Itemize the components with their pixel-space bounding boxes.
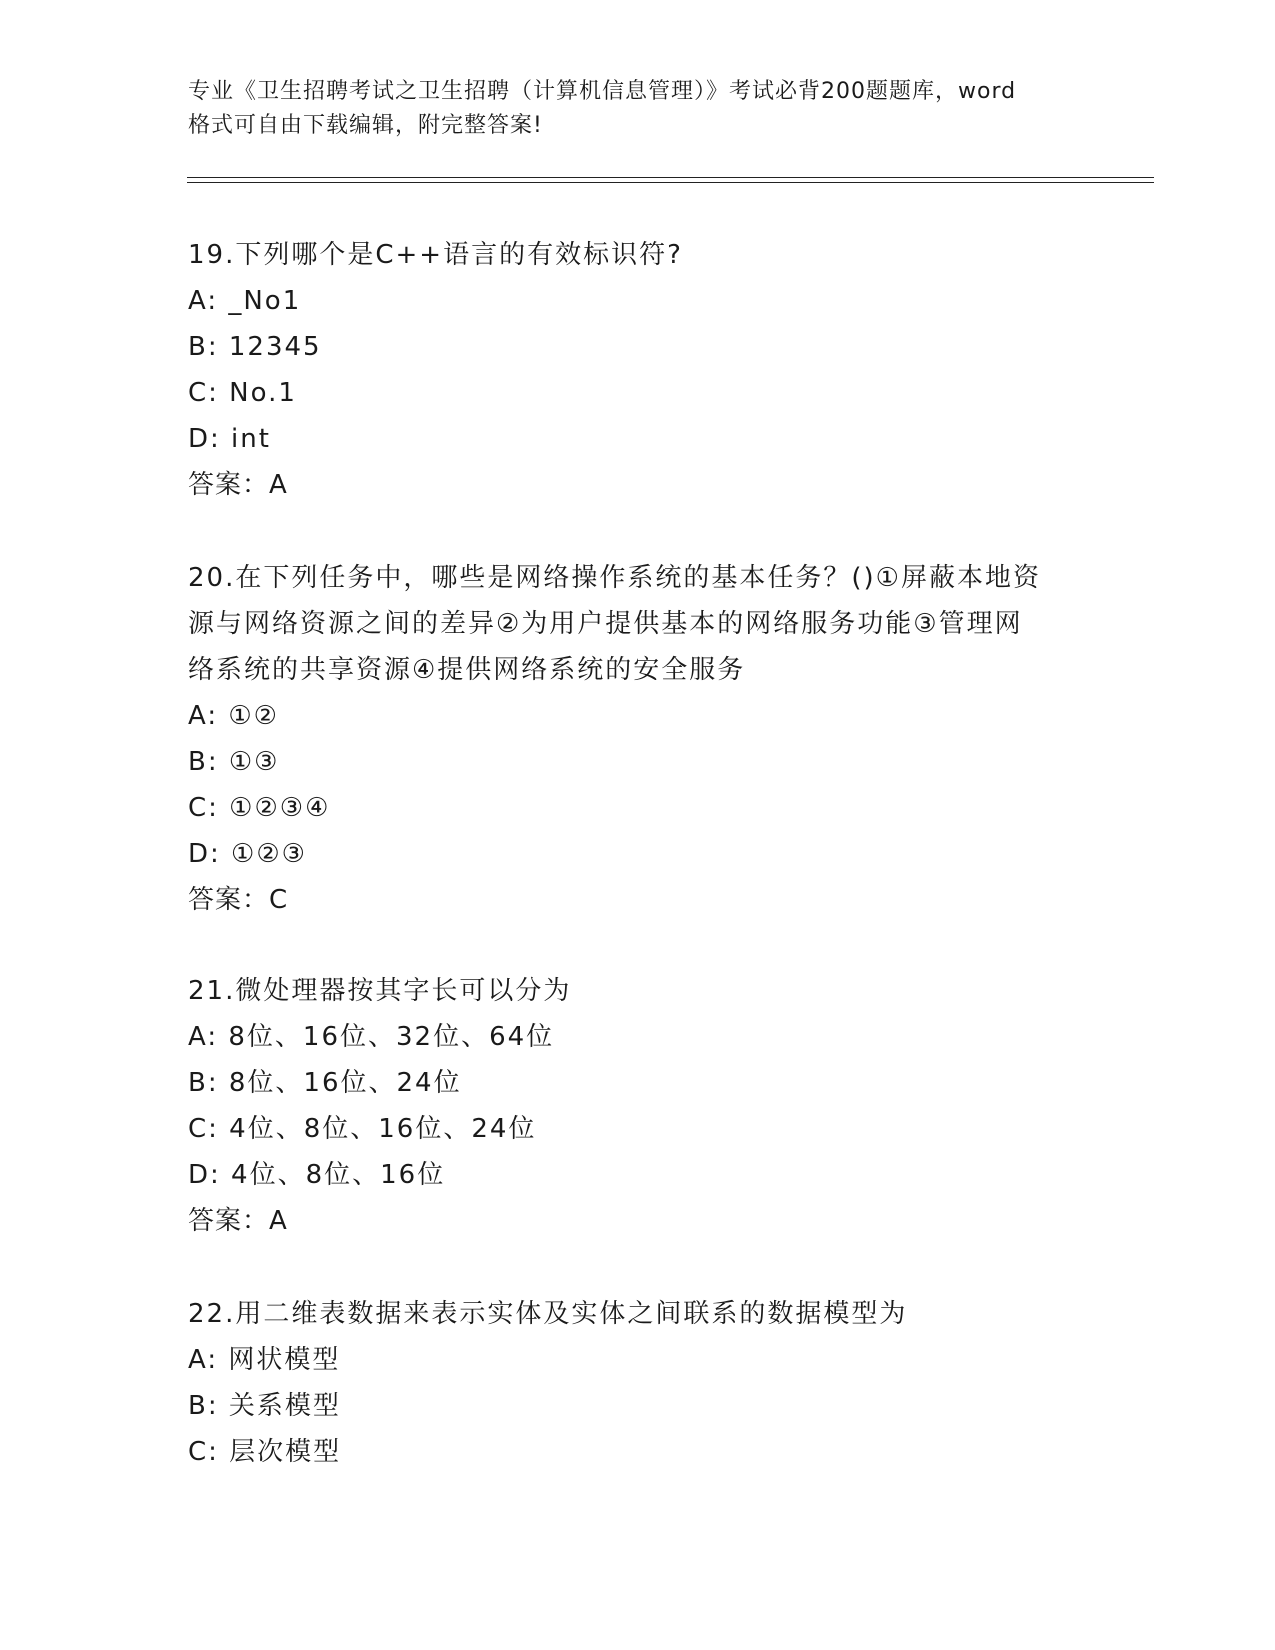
option-d: D: 4位、8位、16位 — [188, 1160, 446, 1190]
option-c: C: ①②③④ — [188, 793, 331, 823]
option-d: D: int — [188, 424, 271, 454]
option-b: B: 关系模型 — [188, 1391, 341, 1421]
option-b: B: ①③ — [188, 747, 280, 777]
option-a: A: _No1 — [188, 286, 302, 316]
answer: 答案：A — [188, 1206, 288, 1236]
question-stem-line-1: 20.在下列任务中，哪些是网络操作系统的基本任务？()①屏蔽本地资 — [188, 563, 1041, 593]
option-a: A: 网状模型 — [188, 1345, 341, 1375]
document-header — [188, 75, 1088, 143]
question-stem-line-3: 络系统的共享资源④提供网络系统的安全服务 — [188, 655, 746, 685]
option-c: C: 4位、8位、16位、24位 — [188, 1114, 537, 1144]
question-stem: 21.微处理器按其字长可以分为 — [188, 976, 572, 1006]
question-20 — [188, 555, 1088, 923]
option-b: B: 12345 — [188, 332, 322, 362]
header-line-1: 专业《卫生招聘考试之卫生招聘（计算机信息管理）》考试必背200题题库，word — [188, 79, 1017, 104]
option-a: A: 8位、16位、32位、64位 — [188, 1022, 555, 1052]
answer: 答案：C — [188, 885, 289, 915]
header-line-2: 格式可自由下载编辑，附完整答案! — [188, 113, 543, 138]
header-divider-top — [187, 177, 1154, 178]
option-b: B: 8位、16位、24位 — [188, 1068, 462, 1098]
question-stem: 19.下列哪个是C++语言的有效标识符? — [188, 240, 683, 270]
answer: 答案：A — [188, 470, 288, 500]
question-22 — [188, 1291, 1088, 1475]
question-21 — [188, 968, 1088, 1244]
option-a: A: ①② — [188, 701, 279, 731]
question-stem-line-2: 源与网络资源之间的差异②为用户提供基本的网络服务功能③管理网 — [188, 609, 1023, 639]
option-d: D: ①②③ — [188, 839, 307, 869]
option-c: C: No.1 — [188, 378, 297, 408]
question-stem: 22.用二维表数据来表示实体及实体之间联系的数据模型为 — [188, 1299, 908, 1329]
option-c: C: 层次模型 — [188, 1437, 342, 1467]
header-divider-bottom — [187, 182, 1154, 183]
question-19 — [188, 232, 1088, 508]
